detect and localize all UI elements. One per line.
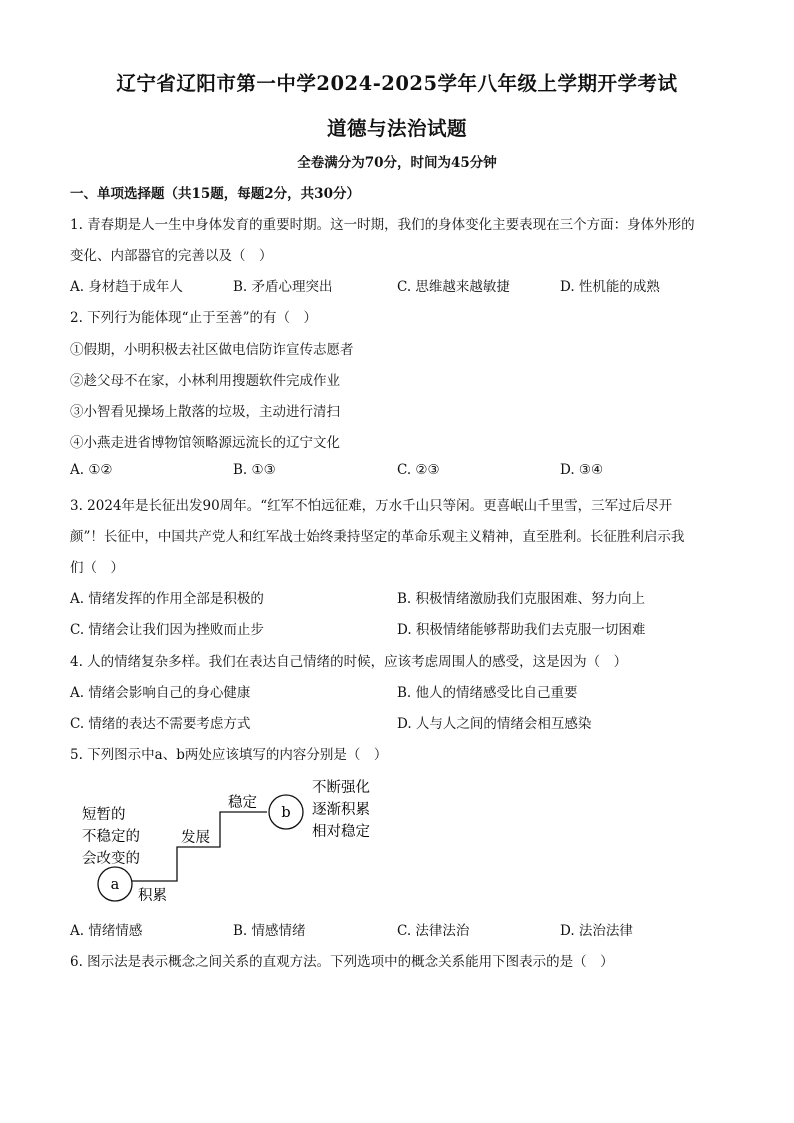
- staircase-line: [132, 812, 267, 881]
- q4-option-d: D. 人与人之间的情绪会相互感染: [397, 716, 592, 732]
- q4-stem: 4. 人的情绪复杂多样。我们在表达自己情绪的时候，应该考虑周围人的感受，这是因为（ ）: [70, 654, 628, 670]
- q5-option-c: C. 法律法治: [397, 923, 470, 939]
- q5-option-b: B. 情感情绪: [233, 923, 306, 939]
- q2-stem: 2. 下列行为能体现“止于至善”的有（ ）: [70, 310, 317, 326]
- step-label-stable: 稳定: [228, 795, 257, 811]
- q4-option-c: C. 情绪的表达不需要考虑方式: [70, 716, 251, 732]
- q2-item-2: ②趁父母不在家，小林利用搜题软件完成作业: [70, 373, 340, 389]
- q5-option-d: D. 法治法律: [560, 923, 633, 939]
- q1-stem-line1: 1. 青春期是人一生中身体发育的重要时期。这一时期，我们的身体变化主要表现在三个方面：身体外形的: [70, 217, 695, 233]
- q2-option-c: C. ②③: [397, 462, 440, 478]
- q3-stem-line1: 3. 2024年是长征出发90周年。“红军不怕远征难，万水千山只等闲。更喜岷山千里雪，三军过后尽开: [70, 498, 673, 514]
- q2-item-3: ③小智看见操场上散落的垃圾，主动进行清扫: [70, 404, 340, 420]
- step-label-develop: 发展: [181, 830, 210, 846]
- q1-option-c: C. 思维越来越敏捷: [397, 279, 510, 295]
- diagram-left-text-1: 短暂的: [82, 807, 126, 823]
- diagram-left-text-3: 会改变的: [82, 851, 140, 867]
- q5-staircase-diagram: [70, 772, 400, 912]
- q2-item-4: ④小燕走进省博物馆领略源远流长的辽宁文化: [70, 435, 340, 451]
- q2-option-b: B. ①③: [233, 462, 276, 478]
- q3-stem-line3: 们（ ）: [70, 560, 124, 576]
- q5-option-a: A. 情绪情感: [70, 923, 143, 939]
- diagram-left-text-2: 不稳定的: [82, 829, 140, 845]
- q3-stem-line2: 颜”！长征中，中国共产党人和红军战士始终秉持坚定的革命乐观主义精神，直至胜利。长征胜利启示我: [70, 529, 685, 545]
- q3-option-a: A. 情绪发挥的作用全部是积极的: [70, 591, 264, 607]
- q1-option-b: B. 矛盾心理突出: [233, 279, 333, 295]
- q1-option-d: D. 性机能的成熟: [560, 279, 660, 295]
- circle-a-label: a: [110, 877, 120, 893]
- q5-stem: 5. 下列图示中a、b两处应该填写的内容分别是（ ）: [70, 747, 388, 763]
- q4-option-b: B. 他人的情绪感受比自己重要: [397, 685, 578, 701]
- diagram-right-text-1: 不断强化: [312, 780, 370, 796]
- step-label-accumulate: 积累: [138, 888, 167, 904]
- q3-option-c: C. 情绪会让我们因为挫败而止步: [70, 622, 264, 638]
- q3-option-b: B. 积极情绪激励我们克服困难、努力向上: [397, 591, 646, 607]
- q4-option-a: A. 情绪会影响自己的身心健康: [70, 685, 251, 701]
- exam-title: 辽宁省辽阳市第一中学2024-2025学年八年级上学期开学考试: [116, 72, 678, 95]
- q2-option-a: A. ①②: [70, 462, 113, 478]
- exam-info: 全卷满分为70分，时间为45分钟: [297, 155, 497, 171]
- circle-b-label: b: [281, 805, 291, 821]
- q6-stem: 6. 图示法是表示概念之间关系的直观方法。下列选项中的概念关系能用下图表示的是（ ）: [70, 954, 614, 970]
- diagram-right-text-2: 逐渐积累: [312, 802, 370, 818]
- q2-item-1: ①假期，小明积极去社区做电信防诈宣传志愿者: [70, 342, 354, 358]
- q3-option-d: D. 积极情绪能够帮助我们去克服一切困难: [397, 622, 646, 638]
- q1-stem-line2: 变化、内部器官的完善以及（ ）: [70, 248, 273, 264]
- section-heading: 一、单项选择题（共15题，每题2分，共30分）: [70, 186, 360, 202]
- diagram-right-text-3: 相对稳定: [312, 824, 370, 840]
- q1-option-a: A. 身材趋于成年人: [70, 279, 183, 295]
- q2-option-d: D. ③④: [560, 462, 604, 478]
- exam-subject: 道德与法治试题: [326, 117, 467, 140]
